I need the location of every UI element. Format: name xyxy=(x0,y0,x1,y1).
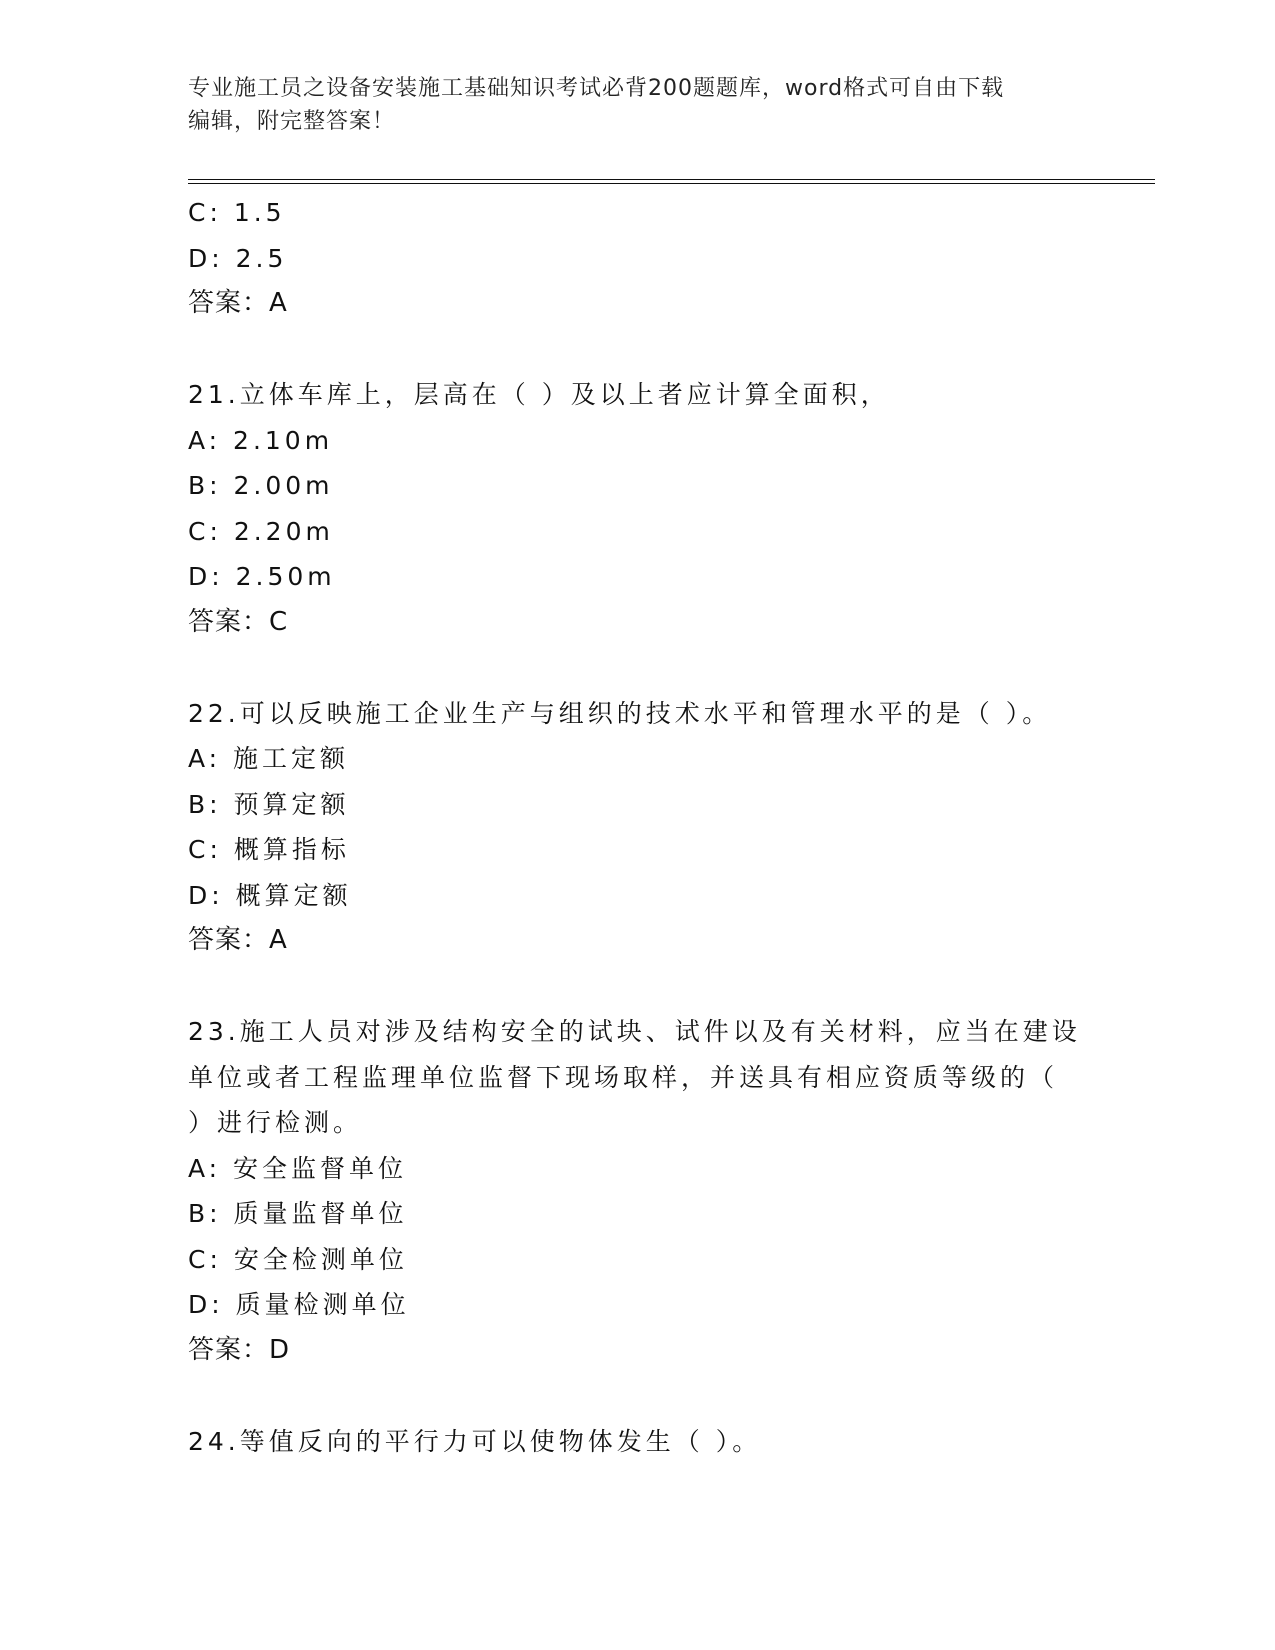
option-b: B: 2.00m xyxy=(188,471,334,500)
question-22 xyxy=(188,691,1088,964)
option-b: B: 预算定额 xyxy=(188,789,350,819)
question-list xyxy=(188,190,1088,1464)
question-23 xyxy=(188,1009,1088,1373)
option-d: D: 2.5 xyxy=(188,243,288,273)
question-text-line-2: 单位或者工程监理单位监督下现场取样，并送具有相应资质等级的（ xyxy=(188,1062,1059,1092)
header-line-1: 专业施工员之设备安装施工基础知识考试必背200题题库，word格式可自由下载 xyxy=(188,76,1005,101)
answer-line: 答案：C xyxy=(188,606,289,637)
option-d: D: 概算定额 xyxy=(188,880,352,910)
header-rule-top xyxy=(188,179,1155,180)
option-b: B: 质量监督单位 xyxy=(188,1199,408,1228)
question-24 xyxy=(188,1419,1088,1465)
option-a: A: 施工定额 xyxy=(188,744,350,773)
header-line-2: 编辑，附完整答案！ xyxy=(188,109,396,134)
question-text-line-3: ）进行检测。 xyxy=(188,1108,363,1137)
spacer xyxy=(188,327,1088,373)
document-header xyxy=(188,72,1068,138)
option-a: A: 2.10m xyxy=(188,425,334,455)
question-text: 21.立体车库上，层高在（ ）及以上者应计算全面积， xyxy=(188,380,890,409)
spacer xyxy=(188,964,1088,1010)
option-c: C: 安全检测单位 xyxy=(188,1244,408,1274)
question-text-line-1: 23.施工人员对涉及结构安全的试块、试件以及有关材料，应当在建设 xyxy=(188,1017,1081,1046)
option-c: C: 概算指标 xyxy=(188,835,350,864)
question-text: 22.可以反映施工企业生产与组织的技术水平和管理水平的是（ ）。 xyxy=(188,698,1052,728)
option-a: A: 安全监督单位 xyxy=(188,1153,408,1183)
option-c: C: 1.5 xyxy=(188,198,286,227)
spacer xyxy=(188,645,1088,691)
question-21 xyxy=(188,372,1088,645)
option-d: D: 2.50m xyxy=(188,562,336,591)
spacer xyxy=(188,1373,1088,1419)
option-d: D: 质量检测单位 xyxy=(188,1290,410,1319)
option-c: C: 2.20m xyxy=(188,516,334,546)
question-text: 24.等值反向的平行力可以使物体发生（ ）。 xyxy=(188,1426,762,1456)
question-20-tail xyxy=(188,190,1088,327)
answer-line: 答案：A xyxy=(188,925,288,955)
answer-line: 答案：D xyxy=(188,1334,291,1365)
header-rule-bottom xyxy=(188,183,1155,184)
answer-line: 答案：A xyxy=(188,288,288,318)
